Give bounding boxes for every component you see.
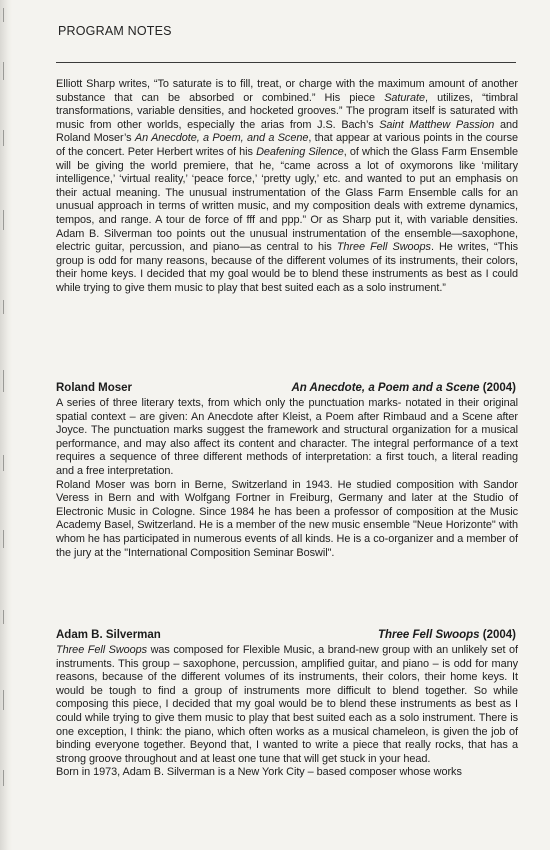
binding-mark xyxy=(3,8,4,22)
work-title: Three Fell Swoops xyxy=(336,241,431,254)
work-title: Saint Matthew Passion xyxy=(379,118,495,131)
page-binding-edge xyxy=(0,0,12,850)
binding-mark xyxy=(3,62,4,80)
composer-name: Adam B. Silverman xyxy=(56,629,161,641)
silverman-text: was composed for Flexible Music, a brand-new group with an unlikely set of instruments. This group – saxophone, percussion, amplified guitar, and piano – is odd for many reasons, because of the different volumes of its instruments, their colors, their home keys. It would be tough to find a group of instruments more difficult to blend together. So while composing this piece, I decided that my goal would be to blend these instruments as best as I could while trying to give them music to play that best suited each as a solo instrument. There is one exception, I think: the piano, which often works as a musical chameleon, is given the job of binding everyone together. Beyond that, I wanted to write a piece that really rocks, that has a strong groove throughout and at least one tune that will get stuck in your head. xyxy=(56,644,518,765)
moser-paragraph: A series of three literary texts, from which only the punctuation marks- notated in their original spatial context – are given: An Anecdote after Kleist, a Poem after Rimbaud and a Scene after Joyce. The punctuation marks suggest the framework and structural organization for a musical performance, and may also affect its content and character. The integral performance of a text requires a sequence of three different methods of interpretation: a first touch, a literal reading and a free interpretation. xyxy=(56,397,518,477)
moser-bio-paragraph: Roland Moser was born in Berne, Switzerland in 1943. He studied composition with Sandor Veress in Bern and with Wolfgang Fortner in Freiburg, Germany and later at the Studio of Electronic Music in Cologne. Since 1984 he has been a professor of composition at the Music Academy Basel, Switzerland. He is a member of the new music ensemble "Neue Horizonte" with whom he has participated in numerous events of all kinds. He is a co-organizer and a member of the jury at the "International Composition Seminar Boswil". xyxy=(56,478,518,559)
binding-mark xyxy=(3,455,4,471)
composer-name: Roland Moser xyxy=(56,382,133,394)
intro-paragraph xyxy=(56,78,518,296)
silverman-notes xyxy=(56,644,518,780)
work-heading xyxy=(291,382,516,394)
intro-text: , utilizes, “timbral transformations, variable densities, and hocketed grooves.” The program itself is saturated with music from other worlds, especially the arias from J.S. Bach’s xyxy=(56,91,518,131)
silverman-bio-paragraph: Born in 1973, Adam B. Silverman is a New York City – based composer whose works xyxy=(56,766,462,779)
binding-mark xyxy=(3,130,4,146)
work-title: An Anecdote, a Poem, and a Scene xyxy=(134,132,309,145)
binding-mark xyxy=(3,300,4,314)
silverman-paragraph xyxy=(56,644,518,766)
work-title: Three Fell Swoops xyxy=(377,629,480,641)
work-title: Saturate xyxy=(384,91,425,104)
page-header: PROGRAM NOTES xyxy=(58,24,172,38)
intro-text: and Roland Moser’s xyxy=(56,118,519,145)
binding-mark xyxy=(3,610,4,624)
moser-section-heading xyxy=(56,382,516,397)
intro-text: . He writes, “This group is odd for many reasons, because of the different volumes of its instruments, their colors, their home keys. I decided that my goal would be to blend these instruments as best as I could while trying to give them music to play that best suited each as a solo instrument.” xyxy=(56,241,518,294)
intro-text: , of which the Glass Farm Ensemble will be giving the world premiere, that he, “came across a lot of oxymorons like ‘military intelligence,’ ‘virtual reality,’ ‘peace force,’ ‘pretty ugly,’ etc. and wanted to put an emphasis on their actual meaning. The unusual instrumentation of the Glass Farm Ensemble calls for an unusual approach in terms of written music, and my composition deals with extreme dynamics, tempos, and range. A tour de force of fff and ppp.” Or as Sharp put it, with variable densities. Adam B. Silverman too points out the unusual instrumentation of the ensemble—saxophone, electric guitar, percussion, and piano—as central to his xyxy=(56,145,518,254)
moser-notes xyxy=(56,397,518,560)
work-title: An Anecdote, a Poem and a Scene xyxy=(291,382,480,394)
work-heading xyxy=(378,629,516,641)
silverman-section-heading xyxy=(56,629,516,644)
binding-mark xyxy=(3,370,4,392)
binding-mark xyxy=(3,690,4,710)
intro-text: , that appear at various points in the course of the concert. Peter Herbert writes of his xyxy=(56,132,518,158)
intro-text: Elliott Sharp writes, “To saturate is to fill, treat, or charge with the maximum amount of another substance that can be absorbed or combined.” His piece xyxy=(56,78,518,104)
work-title: Deafening Silence xyxy=(256,145,344,158)
work-title: Three Fell Swoops xyxy=(56,644,148,656)
work-year: (2004) xyxy=(482,629,516,641)
binding-mark xyxy=(3,210,4,230)
header-rule xyxy=(56,62,516,63)
binding-mark xyxy=(3,770,4,786)
work-year: (2004) xyxy=(482,382,516,394)
binding-mark xyxy=(3,530,4,548)
